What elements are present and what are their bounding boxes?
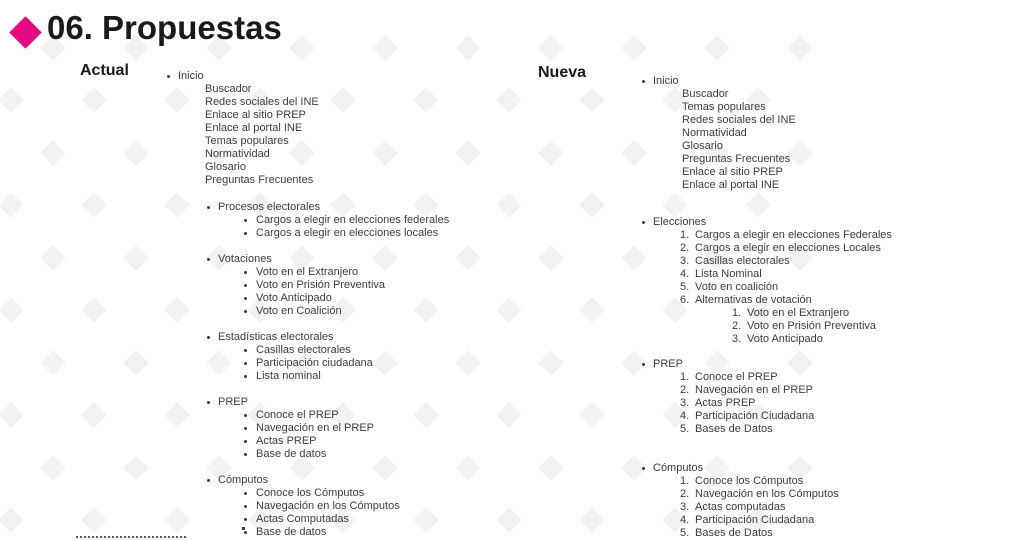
- bg-diamond-icon: [40, 350, 65, 375]
- section-label: [160, 201, 530, 214]
- bullet-icon: [244, 518, 247, 521]
- section-procesos-electorales: [160, 201, 530, 240]
- bullet-icon: [244, 271, 247, 274]
- list-subitem-text: Voto en Prisión Preventiva: [747, 320, 877, 332]
- list-item-text: Conoce el PREP: [695, 371, 778, 383]
- list-item-text: Base de datos: [256, 448, 327, 460]
- list-item-text: Participación Ciudadana: [695, 410, 815, 422]
- bg-diamond-icon: [579, 297, 604, 322]
- list-subitem: [635, 333, 1005, 346]
- bg-diamond-icon: [538, 35, 563, 60]
- section-elecciones: [635, 216, 1005, 346]
- list-item: [635, 514, 1005, 527]
- list-item: Enlace al sitio PREP: [205, 109, 306, 121]
- section-inicio: [160, 70, 530, 187]
- list-subitem: [635, 307, 1005, 320]
- list-item-text: Casillas electorales: [695, 255, 790, 267]
- bullet-icon: [207, 479, 210, 482]
- list-item-text: Cargos a elegir en elecciones Federales: [695, 229, 892, 241]
- list-item: Glosario: [205, 161, 246, 173]
- item-number: 4.: [680, 514, 690, 526]
- list-item: Buscador: [205, 83, 252, 95]
- bullet-icon: [244, 440, 247, 443]
- item-number: 2.: [732, 320, 742, 332]
- list-item: [160, 344, 530, 357]
- list-item: Enlace al portal INE: [205, 122, 303, 134]
- list-item: [635, 475, 1005, 488]
- bg-diamond-icon: [579, 507, 604, 532]
- list-item: Preguntas Frecuentes: [205, 174, 314, 186]
- section-computos: [160, 474, 530, 539]
- list-item: Redes sociales del INE: [205, 96, 319, 108]
- list-item: Redes sociales del INE: [682, 114, 796, 126]
- bg-diamond-icon: [81, 297, 106, 322]
- bg-diamond-icon: [123, 350, 148, 375]
- list-item-text: Participación Ciudadana: [695, 514, 815, 526]
- list-item-text: Voto en el Extranjero: [256, 266, 359, 278]
- bullet-icon: [244, 414, 247, 417]
- list-item-text: Actas computadas: [695, 501, 786, 513]
- bg-diamond-icon: [372, 35, 397, 60]
- section-label-text: Cómputos: [218, 474, 269, 486]
- bullet-icon: [642, 221, 645, 224]
- list-item: [160, 487, 530, 500]
- list-item-text: Lista nominal: [256, 370, 321, 382]
- bullet-icon: [642, 467, 645, 470]
- list-item: [160, 422, 530, 435]
- list-item: [160, 279, 530, 292]
- section-label: [160, 474, 530, 487]
- bullet-icon: [244, 232, 247, 235]
- list-item: [635, 242, 1005, 255]
- list-item-text: Navegación en los Cómputos: [256, 500, 400, 512]
- section-label-text: Procesos electorales: [218, 201, 321, 213]
- section-votaciones: [160, 253, 530, 318]
- clipped-bottom-mark: [242, 527, 245, 530]
- list-item: [635, 371, 1005, 384]
- slide-title: 06. Propuestas: [47, 9, 282, 46]
- section-label-text: Elecciones: [653, 216, 707, 228]
- section-label: [160, 70, 530, 83]
- bullet-icon: [244, 362, 247, 365]
- list-item: [160, 227, 530, 240]
- item-number: 3.: [732, 333, 742, 345]
- section-inicio: [635, 75, 1005, 192]
- list-item-text: Casillas electorales: [256, 344, 351, 356]
- list-item: [635, 397, 1005, 410]
- list-item-text: Navegación en el PREP: [256, 422, 375, 434]
- title-diamond-icon: [9, 16, 42, 49]
- section-computos: [635, 462, 1005, 540]
- section-label: [635, 462, 1005, 475]
- bullet-icon: [244, 349, 247, 352]
- bg-diamond-icon: [579, 402, 604, 427]
- bullet-icon: [244, 284, 247, 287]
- list-item-text: Base de datos: [256, 526, 327, 538]
- bg-diamond-icon: [787, 35, 812, 60]
- item-number: 1.: [680, 475, 690, 487]
- list-item-text: Bases de Datos: [695, 423, 773, 435]
- bullet-icon: [207, 206, 210, 209]
- section-prep: [635, 358, 1005, 436]
- list-item: [635, 410, 1005, 423]
- bg-diamond-icon: [289, 35, 314, 60]
- bullet-icon: [244, 505, 247, 508]
- list-item: [160, 513, 530, 526]
- section-label-text: Votaciones: [218, 253, 272, 265]
- list-item-text: Voto en Coalición: [256, 305, 342, 317]
- bullet-icon: [244, 427, 247, 430]
- column-heading-nueva: Nueva: [538, 64, 587, 81]
- list-item-text: Voto en Prisión Preventiva: [256, 279, 386, 291]
- item-number: 1.: [680, 371, 690, 383]
- list-item-text: Conoce los Cómputos: [256, 487, 365, 499]
- item-number: 4.: [680, 410, 690, 422]
- bg-diamond-icon: [538, 140, 563, 165]
- list-subitem: [635, 320, 1005, 333]
- list-item: [635, 294, 1005, 307]
- list-item-text: Navegación en el PREP: [695, 384, 814, 396]
- section-label: [160, 331, 530, 344]
- bg-diamond-icon: [0, 507, 24, 532]
- list-item-text: Conoce el PREP: [256, 409, 339, 421]
- item-number: 2.: [680, 384, 690, 396]
- list-item: [160, 500, 530, 513]
- bullet-icon: [167, 75, 170, 78]
- bullet-icon: [244, 492, 247, 495]
- list-item: [635, 255, 1005, 268]
- list-item-text: Navegación en los Cómputos: [695, 488, 839, 500]
- list-item-text: Cargos a elegir en elecciones locales: [256, 227, 439, 239]
- section-label: [635, 75, 1005, 88]
- bg-diamond-icon: [455, 35, 480, 60]
- bg-diamond-icon: [81, 192, 106, 217]
- list-item-text: Voto Anticipado: [256, 292, 332, 304]
- list-item: [160, 292, 530, 305]
- item-number: 5.: [680, 281, 690, 293]
- list-item-text: Conoce los Cómputos: [695, 475, 804, 487]
- item-number: 5.: [680, 527, 690, 539]
- item-number: 2.: [680, 242, 690, 254]
- bg-diamond-icon: [0, 192, 24, 217]
- list-subitem-text: Voto en el Extranjero: [747, 307, 850, 319]
- section-label: [635, 216, 1005, 229]
- list-item: Enlace al sitio PREP: [682, 166, 783, 178]
- list-item: Normatividad: [205, 148, 270, 160]
- list-item-text: Cargos a elegir en elecciones federales: [256, 214, 450, 226]
- section-label-text: Estadísticas electorales: [218, 331, 334, 343]
- bg-diamond-icon: [40, 455, 65, 480]
- bg-diamond-icon: [579, 87, 604, 112]
- section-label: [160, 253, 530, 266]
- bullet-icon: [244, 453, 247, 456]
- list-item-text: Lista Nominal: [695, 268, 762, 280]
- item-number: 3.: [680, 501, 690, 513]
- list-item-text: Bases de Datos: [695, 527, 773, 539]
- list-subitem-text: Voto Anticipado: [747, 333, 823, 345]
- list-item: Normatividad: [682, 127, 747, 139]
- list-item: [160, 448, 530, 461]
- item-number: 1.: [680, 229, 690, 241]
- bg-diamond-icon: [123, 140, 148, 165]
- list-item-text: Alternativas de votación: [695, 294, 812, 306]
- list-item: [635, 527, 1005, 540]
- list-item: Temas populares: [205, 135, 289, 147]
- list-item-text: Actas PREP: [695, 397, 756, 409]
- item-number: 4.: [680, 268, 690, 280]
- list-item: [635, 268, 1005, 281]
- list-item: [160, 409, 530, 422]
- list-item-text: Voto en coalición: [695, 281, 779, 293]
- bg-diamond-icon: [81, 402, 106, 427]
- item-number: 3.: [680, 255, 690, 267]
- list-item: [635, 384, 1005, 397]
- item-number: 6.: [680, 294, 690, 306]
- list-item: Enlace al portal INE: [682, 179, 780, 191]
- section-label: [635, 358, 1005, 371]
- bg-diamond-icon: [0, 297, 24, 322]
- bg-diamond-icon: [123, 455, 148, 480]
- list-item: [160, 214, 530, 227]
- list-item: [635, 501, 1005, 514]
- bullet-icon: [642, 80, 645, 83]
- bg-diamond-icon: [0, 87, 24, 112]
- bullet-icon: [207, 401, 210, 404]
- bullet-icon: [244, 310, 247, 313]
- section-label-text: PREP: [653, 358, 683, 370]
- item-number: 2.: [680, 488, 690, 500]
- list-item: [635, 488, 1005, 501]
- column-heading-actual: Actual: [80, 62, 129, 79]
- item-number: 3.: [680, 397, 690, 409]
- list-item: [160, 305, 530, 318]
- list-item: [635, 281, 1005, 294]
- bg-diamond-icon: [538, 245, 563, 270]
- bg-diamond-icon: [123, 245, 148, 270]
- bg-diamond-icon: [40, 245, 65, 270]
- list-item: Preguntas Frecuentes: [682, 153, 791, 165]
- list-item: [160, 266, 530, 279]
- bg-diamond-icon: [538, 350, 563, 375]
- bg-diamond-icon: [0, 402, 24, 427]
- section-estadisticas-electorales: [160, 331, 530, 383]
- bullet-icon: [207, 258, 210, 261]
- list-actual: [160, 70, 530, 539]
- bullet-icon: [207, 336, 210, 339]
- bullet-icon: [244, 297, 247, 300]
- list-item: [635, 423, 1005, 436]
- bullet-icon: [642, 363, 645, 366]
- section-label-text: Inicio: [653, 75, 679, 87]
- item-number: 1.: [732, 307, 742, 319]
- bullet-icon: [244, 219, 247, 222]
- bg-diamond-icon: [704, 35, 729, 60]
- bg-diamond-icon: [81, 87, 106, 112]
- bg-diamond-icon: [621, 35, 646, 60]
- clipped-bottom-text-remnant: [76, 536, 186, 539]
- list-item: [160, 526, 530, 539]
- list-item: Temas populares: [682, 101, 766, 113]
- list-item-text: Actas Computadas: [256, 513, 349, 525]
- list-item: [160, 357, 530, 370]
- bg-diamond-icon: [40, 140, 65, 165]
- list-item-text: Cargos a elegir en elecciones Locales: [695, 242, 881, 254]
- section-label-text: PREP: [218, 396, 248, 408]
- list-nueva: [635, 75, 1005, 540]
- bullet-icon: [244, 375, 247, 378]
- list-item: [635, 229, 1005, 242]
- item-number: 5.: [680, 423, 690, 435]
- bg-diamond-icon: [81, 507, 106, 532]
- bullet-icon: [244, 531, 247, 534]
- bg-diamond-icon: [538, 455, 563, 480]
- section-label-text: Inicio: [178, 70, 204, 82]
- list-item-text: Actas PREP: [256, 435, 317, 447]
- list-item: [160, 435, 530, 448]
- section-label-text: Cómputos: [653, 462, 704, 474]
- section-prep: [160, 396, 530, 461]
- list-item: [160, 370, 530, 383]
- list-item-text: Participación ciudadana: [256, 357, 373, 369]
- section-label: [160, 396, 530, 409]
- list-item: Buscador: [682, 88, 729, 100]
- bg-diamond-icon: [579, 192, 604, 217]
- list-item: Glosario: [682, 140, 723, 152]
